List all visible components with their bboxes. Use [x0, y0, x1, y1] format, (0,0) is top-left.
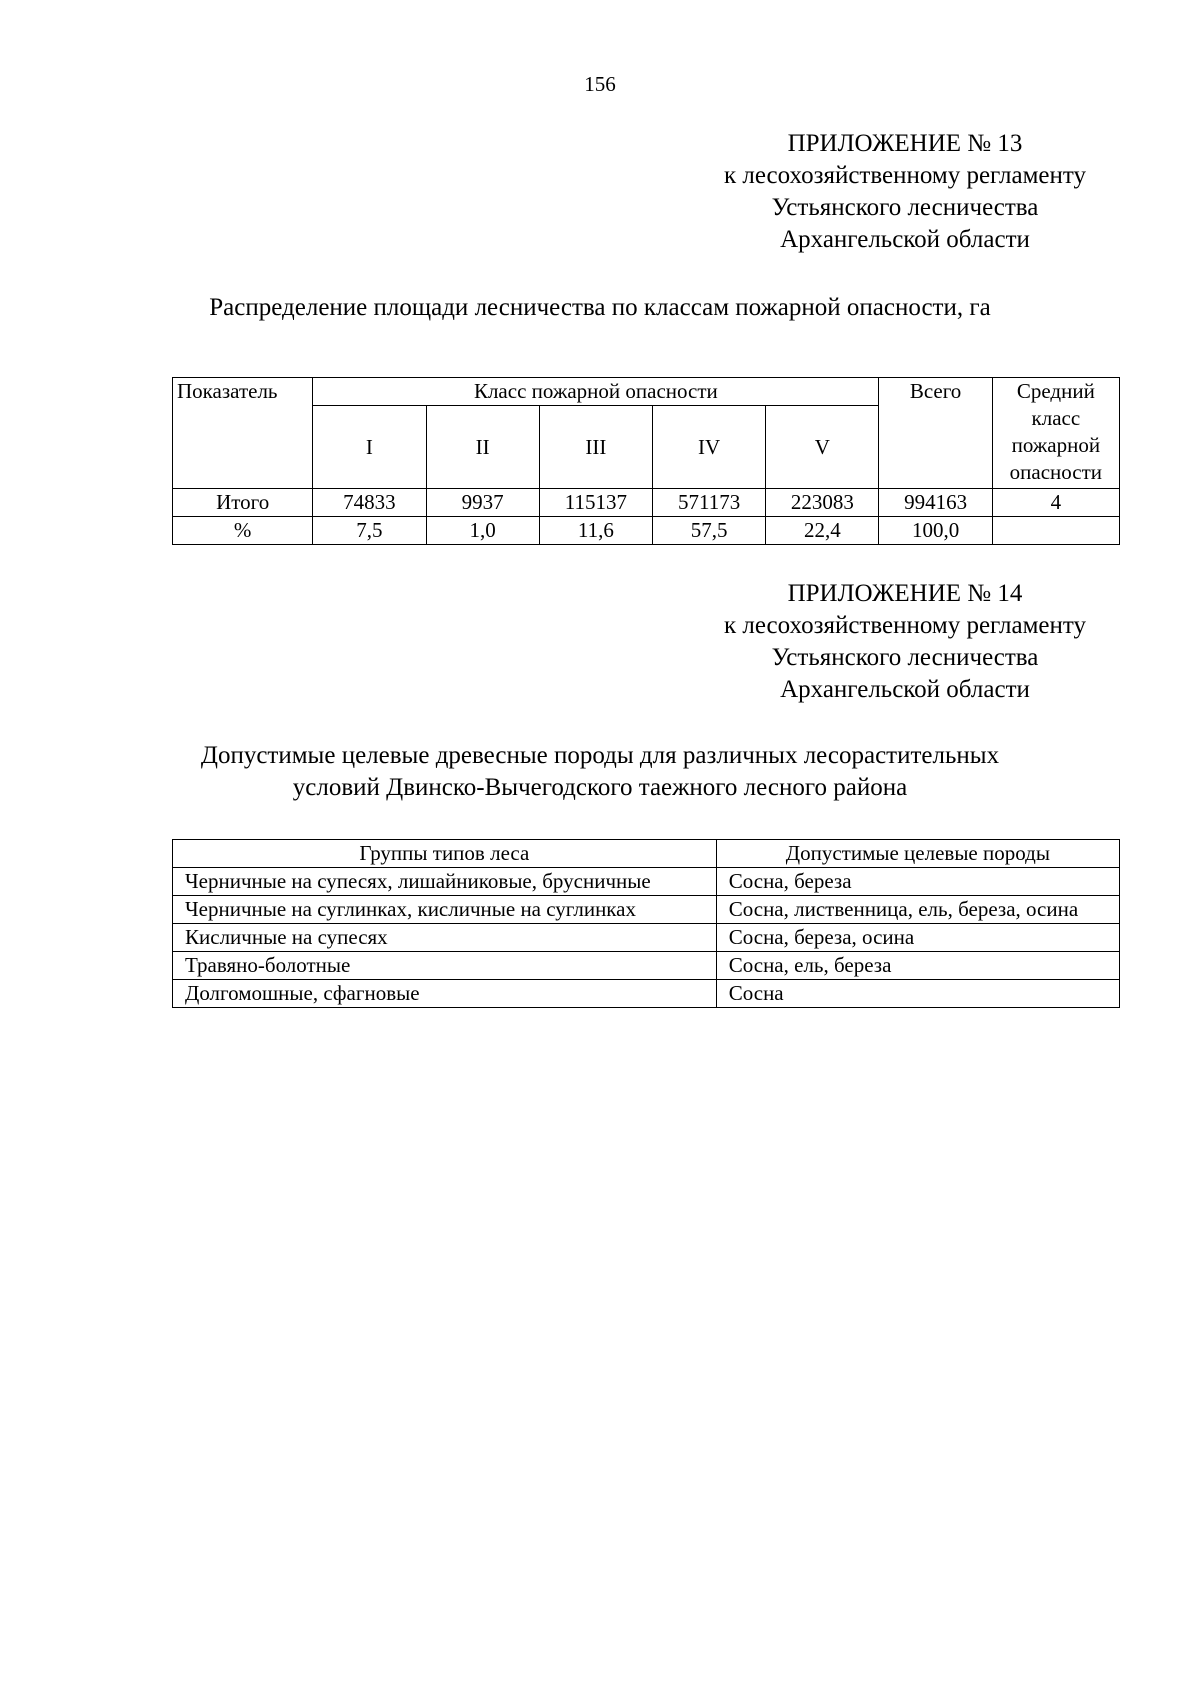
header-class-5: V: [766, 406, 879, 489]
fire-danger-table-title: Распределение площади лесничества по классам пожарной опасности, га: [209, 294, 991, 321]
table-row: [173, 868, 1120, 896]
header-class-group: Класс пожарной опасности: [313, 378, 879, 406]
table-header-row: [173, 378, 1120, 406]
table-cell-total: 994163: [879, 489, 992, 517]
species-table-title-line1: Допустимые целевые древесные породы для различных лесорастительных: [200, 742, 1000, 769]
table-cell-total: 100,0: [879, 517, 992, 545]
header-target-species: Допустимые целевые породы: [716, 840, 1119, 868]
species-cell: Сосна: [716, 980, 1119, 1008]
forest-group-cell: Травяно-болотные: [173, 952, 717, 980]
fire-danger-table: [172, 377, 1120, 545]
forest-group-cell: Черничные на супесях, лишайниковые, брусничные: [173, 868, 717, 896]
page-number: 156: [584, 72, 616, 96]
header-class-1: I: [313, 406, 426, 489]
table-header-row: [173, 840, 1120, 868]
table-cell: 1,0: [426, 517, 539, 545]
table-cell: 7,5: [313, 517, 426, 545]
table-row: [173, 896, 1120, 924]
appendix-14-region-line: Архангельской области: [780, 676, 1030, 703]
table-cell: 115137: [539, 489, 652, 517]
forest-group-cell: Черничные на суглинках, кисличные на суглинках: [173, 896, 717, 924]
species-table: [172, 839, 1120, 1008]
appendix-13-forestry-line: Устьянского лесничества: [771, 194, 1039, 221]
appendix-13-regulation-line: к лесохозяйственному регламенту: [723, 162, 1087, 189]
table-cell: 223083: [766, 489, 879, 517]
table-row: [173, 980, 1120, 1008]
header-total: Всего: [879, 378, 992, 489]
table-cell: 9937: [426, 489, 539, 517]
header-forest-groups: Группы типов леса: [173, 840, 717, 868]
appendix-13-region-line: Архангельской области: [780, 226, 1030, 253]
appendix-13-header: [690, 128, 1120, 256]
table-cell: 571173: [652, 489, 765, 517]
row-label: Итого: [173, 489, 313, 517]
appendix-14-heading: ПРИЛОЖЕНИЕ № 14: [787, 580, 1023, 607]
header-average-class: Средний класс пожарной опасности: [992, 378, 1119, 489]
table-cell-average: 4: [992, 489, 1119, 517]
appendix-14-header: [690, 578, 1120, 706]
species-cell: Сосна, береза: [716, 868, 1119, 896]
header-class-4: IV: [652, 406, 765, 489]
appendix-13-heading: ПРИЛОЖЕНИЕ № 13: [787, 130, 1023, 157]
species-cell: Сосна, береза, осина: [716, 924, 1119, 952]
table-row: [173, 952, 1120, 980]
table-row: [173, 924, 1120, 952]
row-label: %: [173, 517, 313, 545]
table-cell-average: [992, 517, 1119, 545]
header-class-2: II: [426, 406, 539, 489]
header-class-3: III: [539, 406, 652, 489]
forest-group-cell: Кисличные на супесях: [173, 924, 717, 952]
table-cell: 11,6: [539, 517, 652, 545]
table-row: [173, 517, 1120, 545]
species-table-title-line2: условий Двинско-Вычегодского таежного лесного района: [292, 774, 908, 801]
appendix-14-regulation-line: к лесохозяйственному регламенту: [723, 612, 1087, 639]
species-cell: Сосна, лиственница, ель, береза, осина: [716, 896, 1119, 924]
table-cell: 22,4: [766, 517, 879, 545]
header-indicator: Показатель: [173, 378, 313, 489]
table-row: [173, 489, 1120, 517]
species-cell: Сосна, ель, береза: [716, 952, 1119, 980]
appendix-14-forestry-line: Устьянского лесничества: [771, 644, 1039, 671]
forest-group-cell: Долгомошные, сфагновые: [173, 980, 717, 1008]
species-table-title: [0, 740, 1200, 804]
table-cell: 57,5: [652, 517, 765, 545]
table-cell: 74833: [313, 489, 426, 517]
